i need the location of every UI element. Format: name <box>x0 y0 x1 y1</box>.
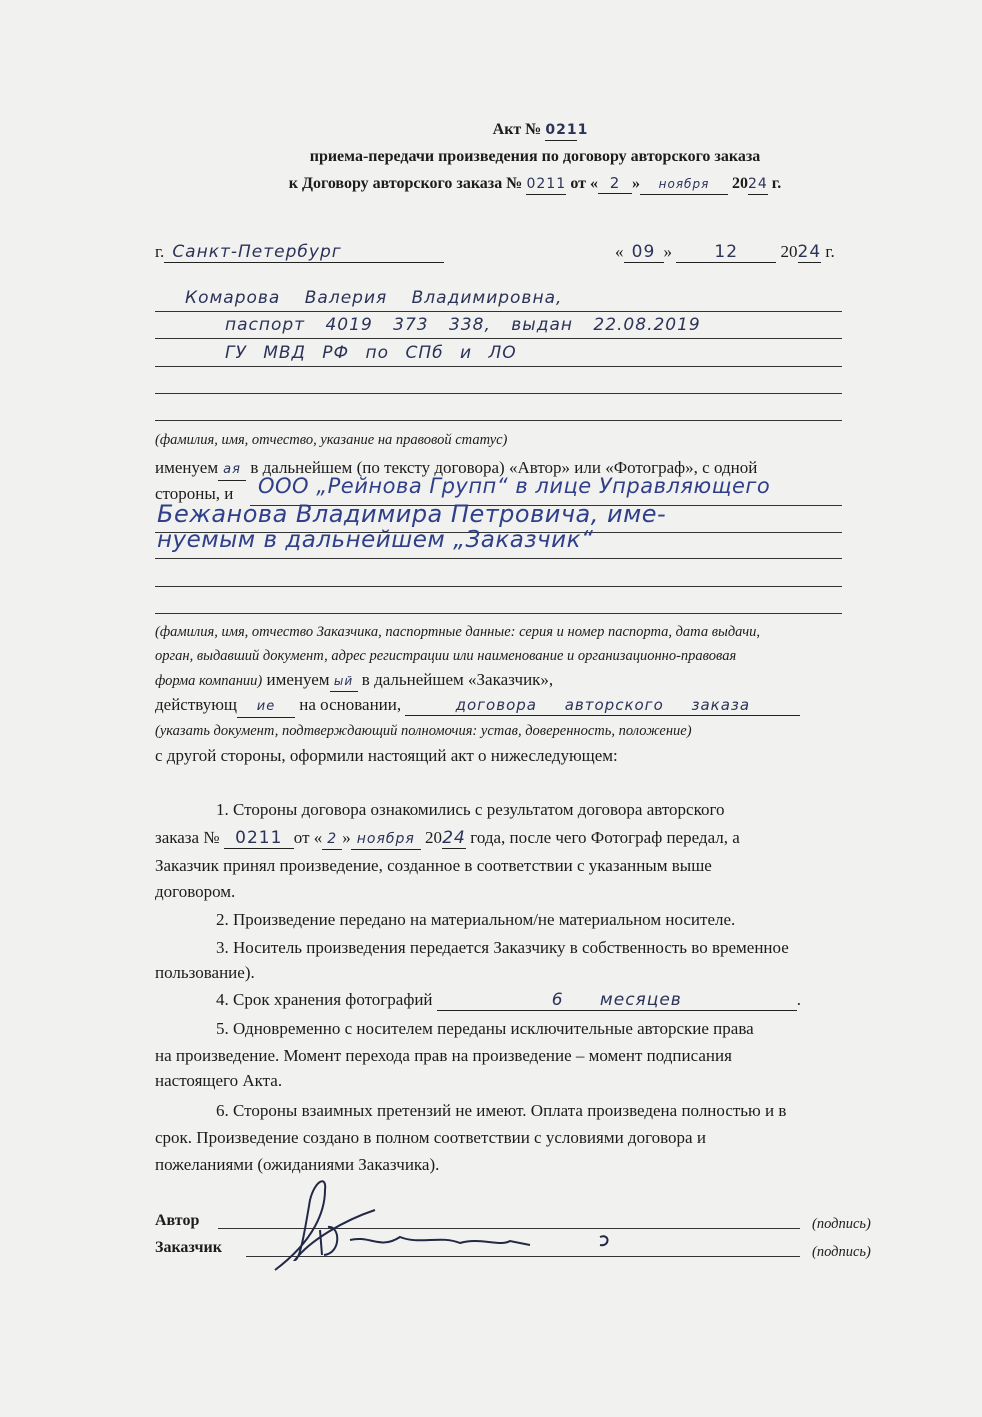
clause-3-line-2: пользование). <box>155 963 255 982</box>
named-prefix: именуем <box>155 458 219 477</box>
storage-period: 6 месяцев <box>437 990 797 1011</box>
customer-caption-1: (фамилия, имя, отчество Заказчика, паспортные данные: серия и номер паспорта, дата выдачи, <box>155 624 761 640</box>
rule <box>155 338 842 339</box>
customer-line-2: Бежанова Владимира Петровича, име- <box>157 500 667 528</box>
c1-number: 0211 <box>224 828 294 849</box>
contract-month: ноября <box>640 174 728 195</box>
rule <box>155 311 842 312</box>
clause-1-line-1: 1. Стороны договора ознакомились с результатом договора авторского <box>216 800 725 819</box>
c1-prefix: заказа № <box>155 828 220 847</box>
rule <box>155 393 842 394</box>
act-number: 0211 <box>545 120 577 141</box>
customer-named <box>155 670 553 692</box>
year-prefix: 20 <box>425 828 443 847</box>
year-prefix: 20 <box>780 242 798 261</box>
contract-number: 0211 <box>526 174 566 195</box>
act-label: Акт № <box>492 121 542 138</box>
city-line <box>155 242 444 263</box>
basis-caption: (указать документ, подтверждающий полномочия: устав, доверенность, положение) <box>155 723 692 739</box>
rule <box>155 613 842 614</box>
sides-prefix: стороны, и <box>155 484 234 503</box>
author-sign-caption: (подпись) <box>812 1216 871 1232</box>
act-title <box>0 120 982 141</box>
clause-6-line-3: пожеланиями (ожиданиями Заказчика). <box>155 1155 440 1174</box>
date-month: 12 <box>676 242 776 263</box>
author-line-3: ГУ МВД РФ по СПб и ЛО <box>225 343 517 363</box>
clause-1-line-4: договором. <box>155 882 236 901</box>
c1-month: ноября <box>351 829 421 850</box>
named-rest: в дальнейшем (по тексту договора) «Автор» или «Фотограф», с одной <box>250 458 758 477</box>
customer-caption-2: орган, выдавший документ, адрес регистрации или наименование и организационно-правовая <box>155 648 737 664</box>
customer-line-1: ООО „Рейнова Групп“ в лице Управляющего <box>258 474 771 498</box>
date-day: 09 <box>624 242 664 263</box>
year-label: г. <box>825 242 835 261</box>
year-prefix: 20 <box>731 175 748 192</box>
year-label: г. <box>771 175 782 192</box>
basis: договора авторского заказа <box>405 695 800 716</box>
rule <box>155 366 842 367</box>
c1-rest: года, после чего Фотограф передал, а <box>470 828 740 847</box>
clause-2: 2. Произведение передано на материальном/не материальном носителе. <box>216 910 736 929</box>
clause-6-line-1: 6. Стороны взаимных претензий не имеют. Оплата произведена полностью и в <box>216 1101 787 1120</box>
contract-prefix: к Договору авторского заказа № <box>288 175 523 192</box>
from-label: от « <box>570 175 598 192</box>
act-subtitle: приема-передачи произведения по договору авторского заказа <box>309 148 761 165</box>
contract-year: 24 <box>748 174 768 195</box>
caption-end: форма компании) <box>155 673 263 689</box>
author-line-1: Комарова Валерия Владимировна, <box>185 288 563 308</box>
quote: » <box>663 242 672 261</box>
city-prefix: г. <box>155 242 165 261</box>
document-date <box>615 242 835 263</box>
acting-ending: ие <box>237 697 295 718</box>
c4-prefix: 4. Срок хранения фотографий <box>216 990 433 1009</box>
named-prefix: именуем <box>266 670 330 689</box>
customer-sign-caption: (подпись) <box>812 1244 871 1260</box>
clause-3-line-1: 3. Носитель произведения передается Заказчику в собственность во временное <box>216 938 789 957</box>
acting-prefix: действующ <box>155 695 238 714</box>
city: Санкт-Петербург <box>164 242 444 263</box>
quote: « <box>615 242 624 261</box>
date-year: 24 <box>797 242 822 262</box>
clause-5-line-1: 5. Одновременно с носителем переданы исключительные авторские права <box>216 1019 754 1038</box>
contract-reference <box>0 173 982 195</box>
named-rest: в дальнейшем «Заказчик», <box>361 670 554 689</box>
clause-5-line-3: настоящего Акта. <box>155 1071 283 1090</box>
period: . <box>796 990 802 1009</box>
named-ending: ая <box>218 460 246 481</box>
quote: » <box>342 828 351 847</box>
c1-day: 2 <box>322 829 342 850</box>
rule <box>155 420 842 421</box>
c1-from: от « <box>293 828 323 847</box>
clause-5-line-2: на произведение. Момент перехода прав на произведение – момент подписания <box>155 1046 732 1065</box>
quote: » <box>631 175 640 192</box>
basis-label: на основании, <box>299 695 402 714</box>
customer-line-3: нуемым в дальнейшем „Заказчик“ <box>157 527 594 553</box>
clause-6-line-2: срок. Произведение создано в полном соответствии с условиями договора и <box>155 1128 706 1147</box>
clause-4 <box>216 990 801 1011</box>
customer-signature <box>310 1215 640 1265</box>
contract-day: 2 <box>598 173 632 194</box>
author-sign-label: Автор <box>155 1212 200 1229</box>
rule <box>155 586 842 587</box>
c1-year: 24 <box>442 828 466 848</box>
clause-1-line-2 <box>155 828 740 850</box>
clause-1-line-3: Заказчик принял произведение, созданное в соответствии с указанным выше <box>155 856 712 875</box>
author-caption: (фамилия, имя, отчество, указание на правовой статус) <box>155 432 508 448</box>
other-side: с другой стороны, оформили настоящий акт о нижеследующем: <box>155 746 618 765</box>
acting-line <box>155 695 800 718</box>
rule <box>155 558 842 559</box>
author-line-2: паспорт 4019 373 338, выдан 22.08.2019 <box>225 315 701 335</box>
named-ending: ый <box>330 671 358 692</box>
customer-sign-label: Заказчик <box>155 1239 222 1256</box>
